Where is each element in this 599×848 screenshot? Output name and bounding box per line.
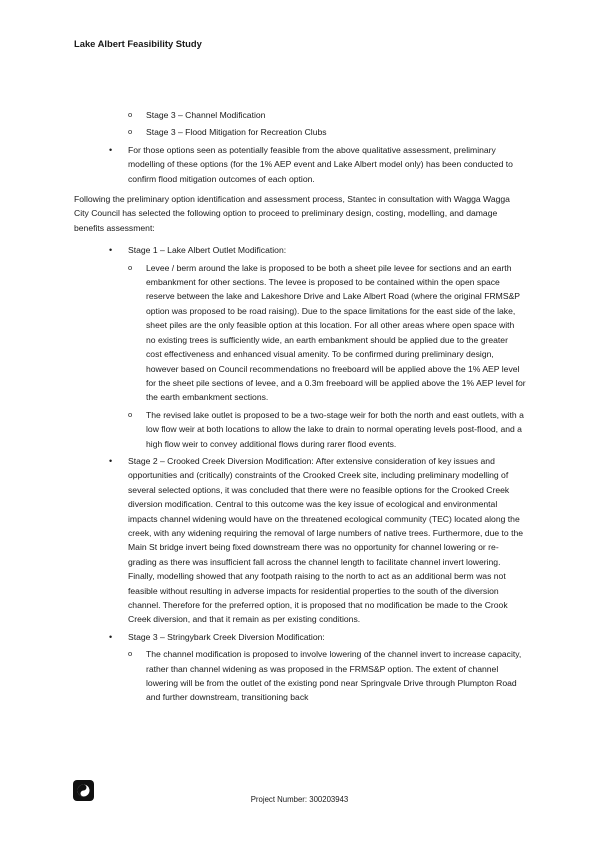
stage-1-text: Stage 1 – Lake Albert Outlet Modification: [128,245,287,256]
stage-list [74,243,526,705]
project-number: Project Number: 300203943 [250,795,349,804]
list-item: o Levee / berm around the lake is proposed to be both a sheet pile levee for sections and an earth embankment for other sections. The levee is proposed to be contained within the open space reserve between the lake and Lakeshore Drive and Lake Albert Road (where the original FRMS&P option was proposed to be road raising). Due to the space limitations for the east side of the lake, sheet piles are the only feasible option at this location. For all other areas where open space with no existing trees is sufficiently wide, an earth embankment should be applied due to the greater cost effectiveness and enhanced visual amenity. To be confirmed during preliminary design, however based on Council recommendations no freeboard will be applied above the 1% AEP level for the sheet pile sections of levee, and a 0.3m freeboard will be applied above the 1% AEP level for the earth embankment sections. [146,261,526,405]
body-paragraph: Following the preliminary option identification and assessment process, Stantec in consultation with Wagga Wagga City Council has selected the following option to proceed to preliminary design, costing, modelling, and damage benefits assessment: [74,194,510,233]
stage-2-item [128,454,526,627]
list-item: o The channel modification is proposed to involve lowering of the channel invert to increase capacity, rather than channel widening as was proposed in the FRMS&P option. The extent of channel lowering will be from the outlet of the existing pond near Springvale Drive through Plumpton Road and further downstream, transitioning back [146,647,526,705]
stage-2-text: Stage 2 – Crooked Creek Diversion Modification: After extensive consideration of key issues and opportunities and (critically) constraints of the Crooked Creek site, including preliminary modelling of several selected options, it was concluded that there were no feasible options for the Crooked Creek diversion modification. Central to this outcome was the key issue of ecological and environmental impacts channel widening would have on the threatened ecological community (TEC) located along the creek, with any widening requiring the removal of large numbers of native trees. Furthermore, due to the Main St bridge invert being fixed downstream there was no opportunity for channel lowering or re-grading as there was insufficient fall across the channel length to facilitate channel invert lowering. Finally, modelling showed that any footpath raising to the north to act as an additional berm was not feasible without resulting in adverse impacts for residential properties to the south of the diversion channel. Therefore for the preferred option, it is proposed that no modification be made to the Crook Creek diversion, and that it remain as per existing conditions. [128,455,524,625]
stage-1-sublist [128,261,526,451]
stage-3-item [128,630,526,705]
list-item: o Stage 3 – Flood Mitigation for Recreation Clubs [146,125,526,139]
document-body [74,108,526,708]
list-item: o The revised lake outlet is proposed to be a two-stage weir for both the north and east outlets, with a low flow weir at both locations to allow the lake to drain to normal operating levels post-flood, and a high flow weir to convey additional flows during rarer flood events. [146,408,526,451]
document-header: Lake Albert Feasibility Study [74,38,202,49]
stage-3-sublist [128,647,526,705]
stage-3-text: Stage 3 – Stringybark Creek Diversion Modification: [128,631,325,642]
intro-list [74,143,526,186]
intro-sublist [74,108,526,140]
stage-1-item [128,243,526,451]
list-item: • For those options seen as potentially feasible from the above qualitative assessment, preliminary modelling of these options (for the 1% AEP event and Lake Albert model only) has been conducted to confirm flood mitigation outcomes of each option. [128,143,526,186]
list-item: o Stage 3 – Channel Modification [146,108,526,122]
